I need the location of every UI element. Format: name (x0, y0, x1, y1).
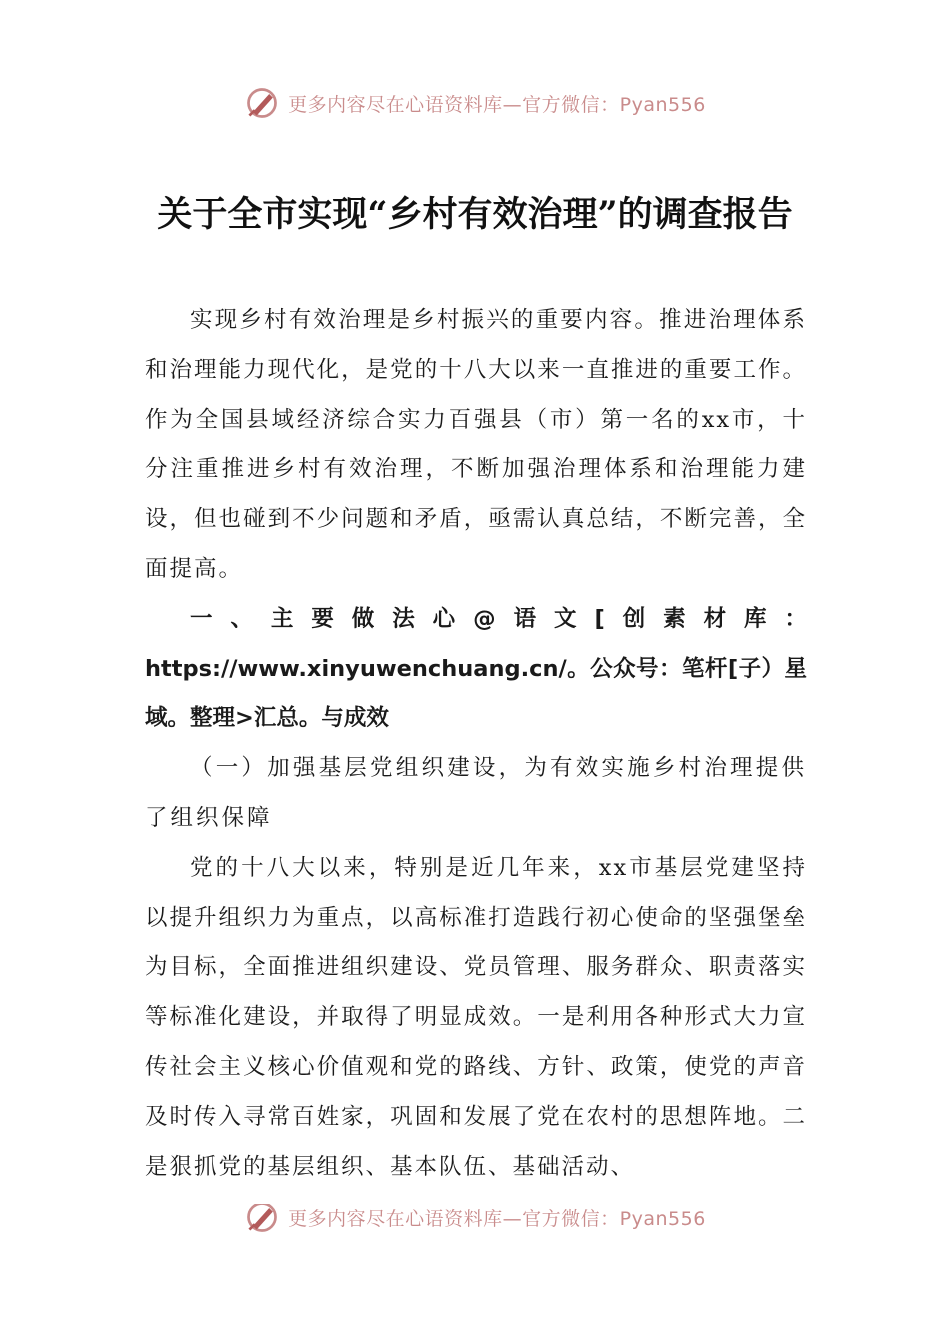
watermark-header (0, 82, 950, 124)
section-heading: 一、主要做法心@语文[创素材库：https://www.xinyuwenchuang.cn/。公众号：笔杆[子）星域。整理>汇总。与成效 (145, 605, 807, 732)
page-title: 关于全市实现“乡村有效治理”的调查报告 (157, 194, 793, 235)
pen-logo-icon (244, 85, 280, 121)
document-body (145, 296, 807, 1192)
subsection-heading: （一）加强基层党组织建设，为有效实施乡村治理提供了组织保障 (145, 755, 807, 831)
intro-paragraph: 实现乡村有效治理是乡村振兴的重要内容。推进治理体系和治理能力现代化，是党的十八大以来一直推进的重要工作。作为全国县域经济综合实力百强县（市）第一名的xx市，十分注重推进乡村有效治理，不断加强治理体系和治理能力建设，但也碰到不少问题和矛盾，亟需认真总结，不断完善，全面提高。 (145, 307, 807, 582)
pen-logo-icon (244, 1204, 280, 1235)
watermark-footer (0, 1204, 950, 1246)
page-bottom-mask (0, 1190, 950, 1202)
body-paragraph: 党的十八大以来，特别是近几年来，xx市基层党建坚持以提升组织力为重点，以高标准打造践行初心使命的坚强堡垒为目标，全面推进组织建设、党员管理、服务群众、职责落实等标准化建设，并取得了明显成效。一是利用各种形式大力宣传社会主义核心价值观和党的路线、方针、政策，使党的声音及时传入寻常百姓家，巩固和发展了党在农村的思想阵地。二是狠抓党的基层组织、基本队伍、基础活动、 (145, 854, 807, 1180)
watermark-text: 更多内容尽在心语资料库—官方微信：Pyan556 (288, 1207, 706, 1230)
watermark-text: 更多内容尽在心语资料库—官方微信：Pyan556 (288, 93, 706, 116)
